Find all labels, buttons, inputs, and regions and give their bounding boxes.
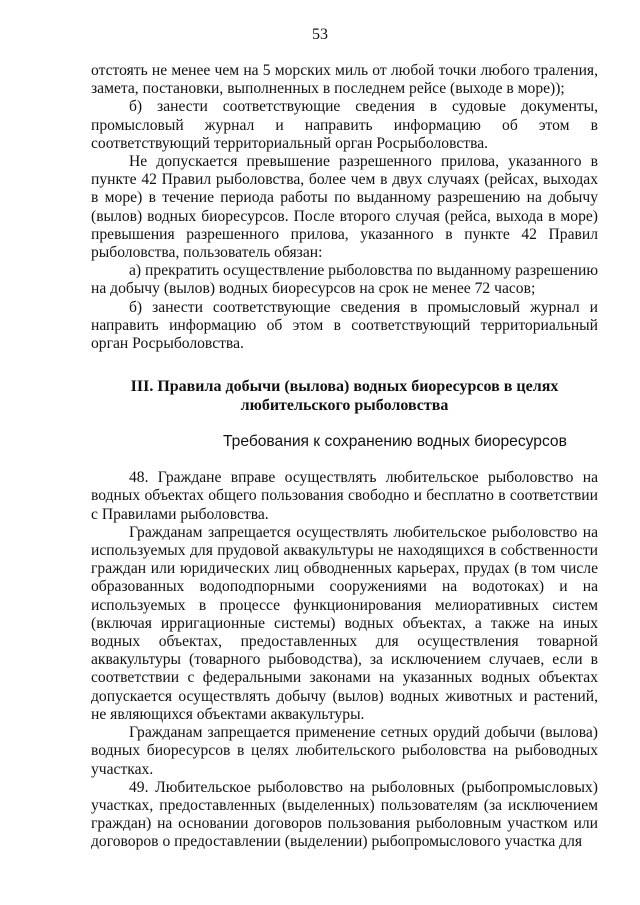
paragraph: Не допускается превышение разрешенного прилова, указанного в пункте 42 Правил рыболовства, более чем в двух случаях (рейсах, выходах в море) в течение периода работы по выданному разрешению на добычу (вылов) водных биоресурсов. После второго случая (рейса, выхода в море) превышения разрешенного прилова, указанного в пункте 42 Правил рыболовства, пользователь обязан: bbox=[91, 153, 598, 262]
subheading: Требования к сохранению водных биоресурсов bbox=[223, 433, 567, 451]
page-number: 53 bbox=[312, 26, 328, 43]
section-heading: III. Правила добычи (вылова) водных биоресурсов в целях любительского рыболовства bbox=[130, 378, 559, 415]
paragraph: Гражданам запрещается осуществлять любительское рыболовство на используемых для прудовой аквакультуры не находящихся в собственности граждан или юридических лиц обводненных карьерах, прудах (в том числе образованных водоподпорными сооружениями на водотоках) и на используемых в процессе функционирования мелиоративных систем (включая ирригационные системы) водных объектах, а также на иных водных объектах, предоставленных для осуществления товарной аквакультуры (товарного рыбоводства), за исключением случаев, если в соответствии с федеральными законами на указанных водных объектах допускается осуществлять добычу (вылов) водных животных и растений, не являющихся объектами аквакультуры. bbox=[91, 523, 598, 723]
paragraph: 48. Граждане вправе осуществлять любительское рыболовство на водных объектах общего пользования свободно и бесплатно в соответствии с Правилами рыболовства. bbox=[91, 469, 598, 523]
paragraph: б) занести соответствующие сведения в судовые документы, промысловый журнал и направить информацию об этом в соответствующий территориальный орган Росрыболовства. bbox=[91, 98, 598, 152]
document-body bbox=[91, 62, 598, 852]
paragraph: 49. Любительское рыболовство на рыболовных (рыбопромысловых) участках, предоставленных (выделенных) пользователям (за исключением граждан) на основании договоров пользования рыболовным участком или договоров о предоставлении (выделении) рыбопромыслового участка для bbox=[91, 778, 598, 851]
paragraph: а) прекратить осуществление рыболовства по выданному разрешению на добычу (вылов) водных биоресурсов на срок не менее 72 часов; bbox=[91, 262, 598, 298]
paragraph: б) занести соответствующие сведения в промысловый журнал и направить информацию об этом в соответствующий территориальный орган Росрыболовства. bbox=[91, 298, 598, 353]
paragraph: Гражданам запрещается применение сетных орудий добычи (вылова) водных биоресурсов в целях любительского рыболовства на рыбоводных участках. bbox=[91, 724, 598, 778]
paragraph: отстоять не менее чем на 5 морских миль от любой точки любого траления, замета, постановки, выполненных в последнем рейсе (выходе в море)); bbox=[91, 62, 598, 98]
